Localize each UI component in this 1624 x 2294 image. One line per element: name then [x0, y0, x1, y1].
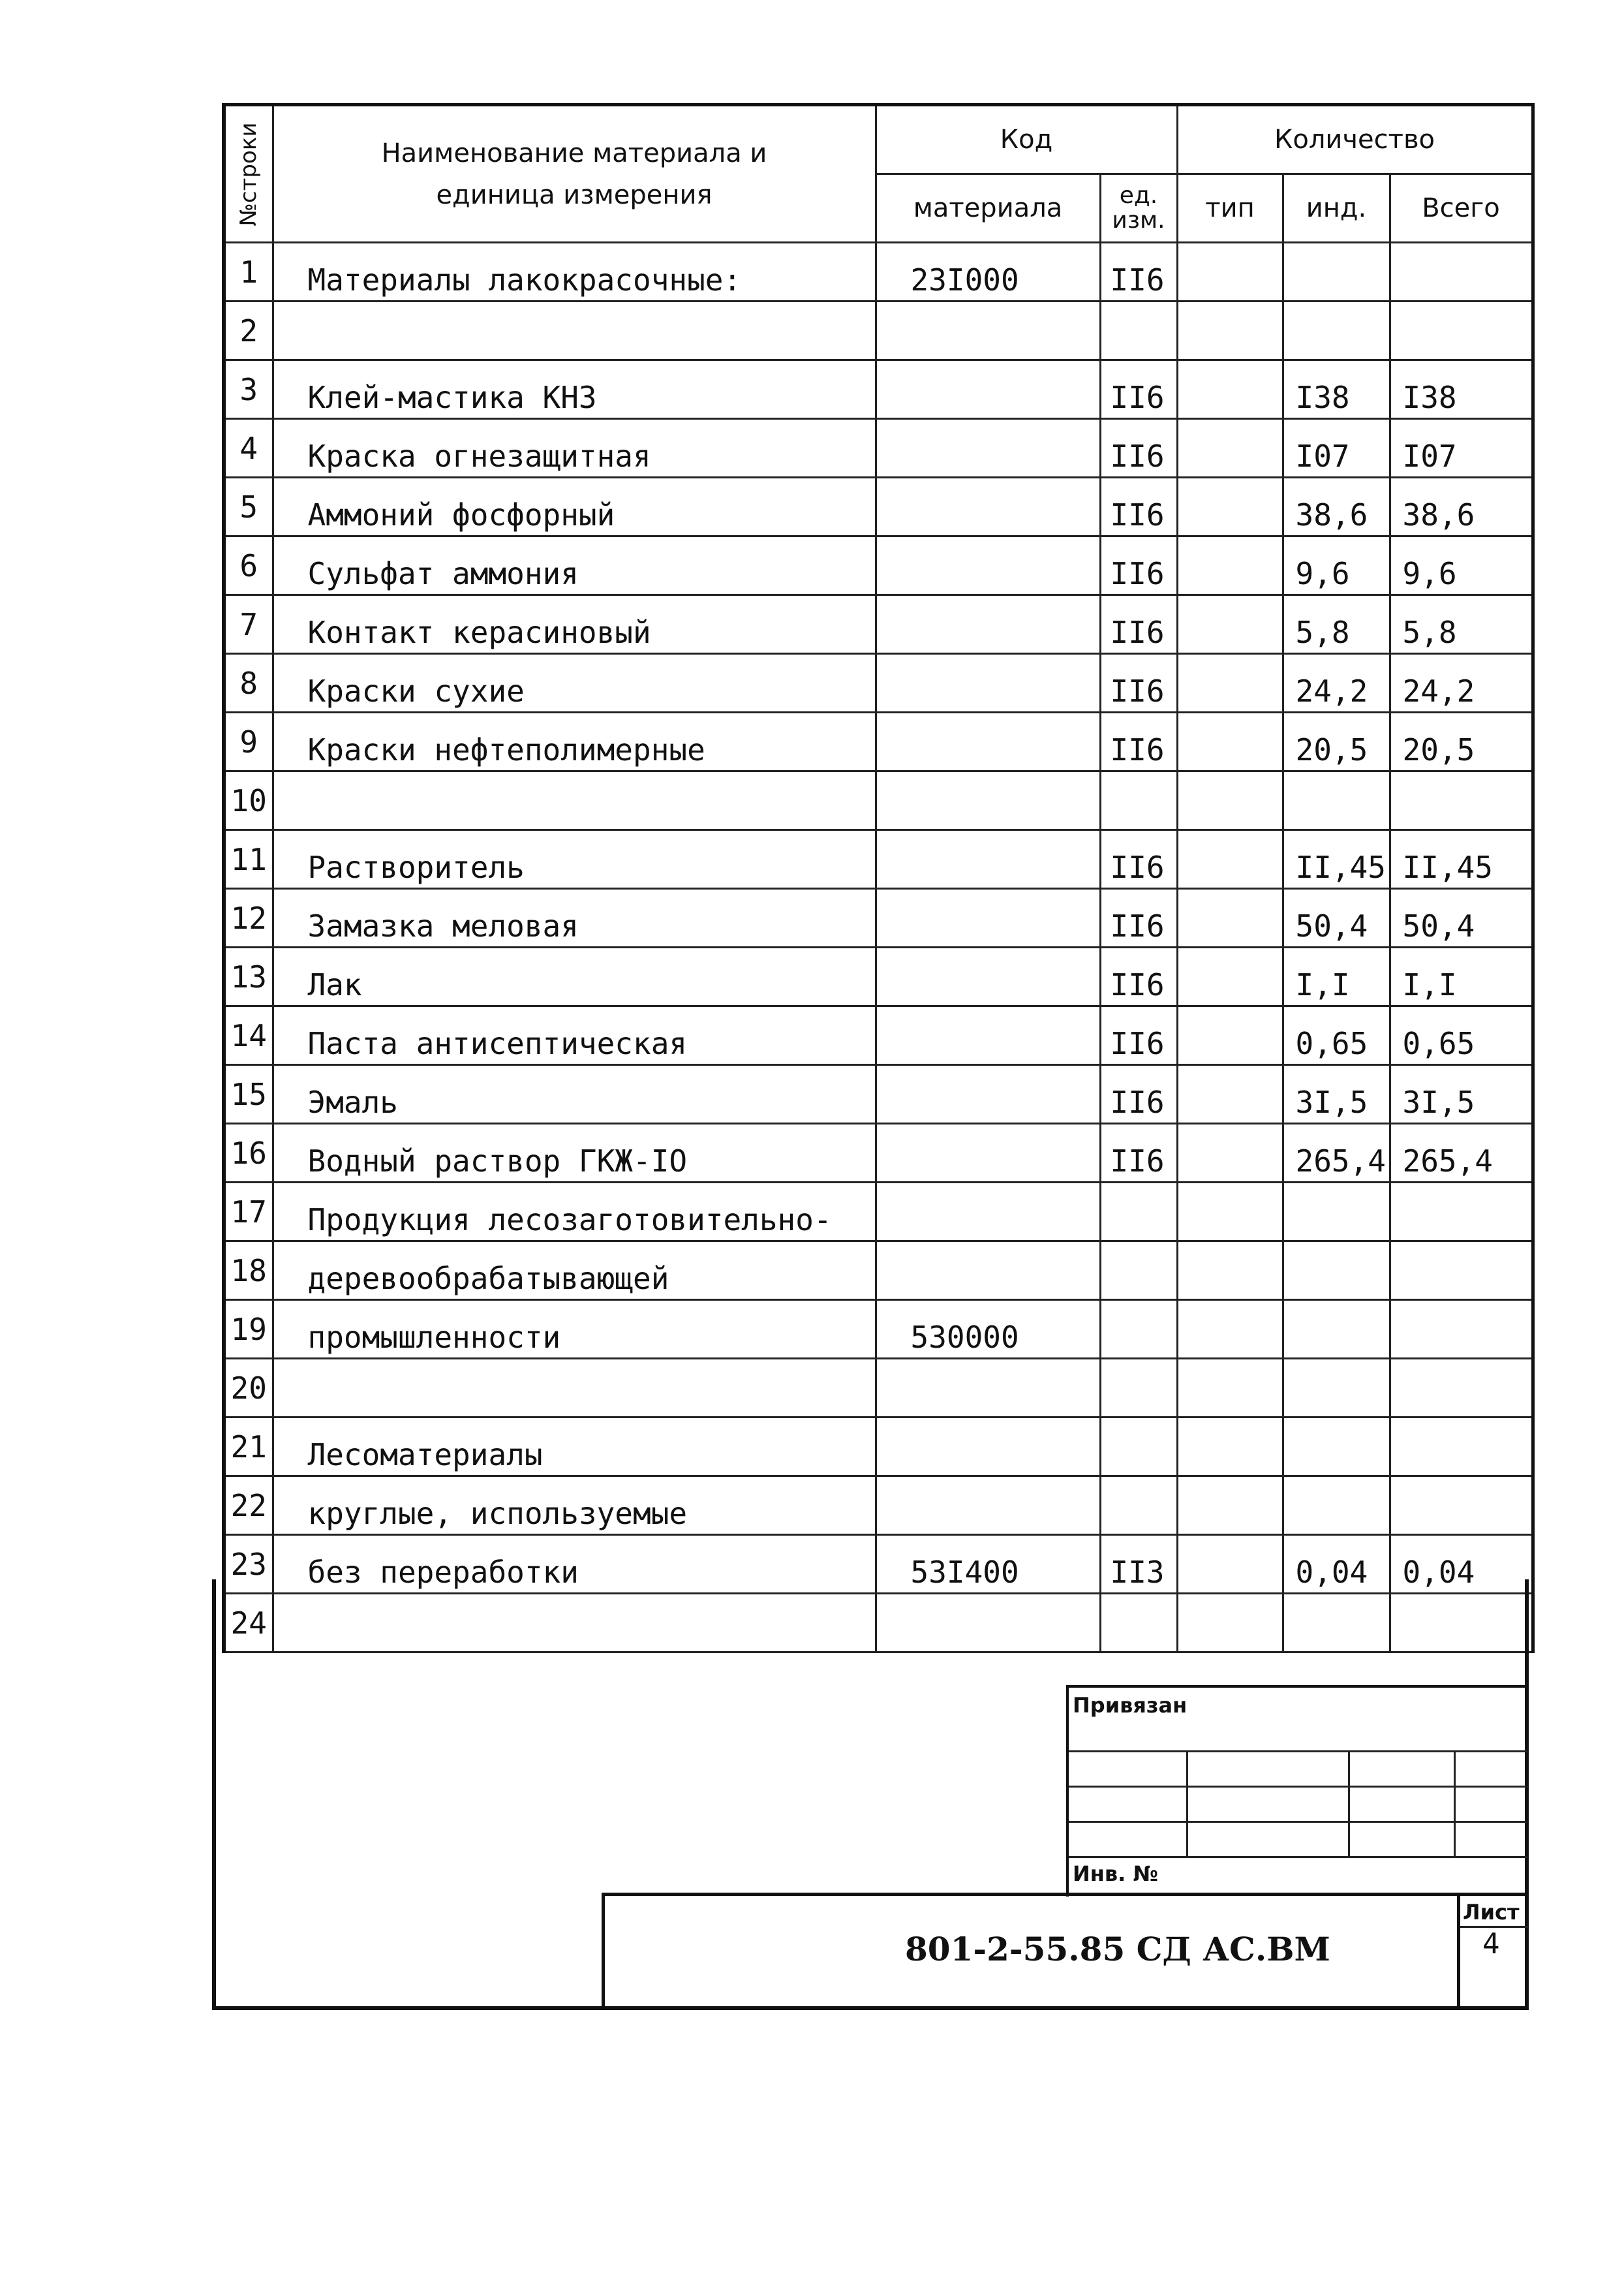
qty-total-cell: 20,5 — [1390, 713, 1533, 771]
row-number-cell: 7 — [224, 595, 273, 654]
table-row — [224, 1065, 1533, 1124]
unit-code-cell: II6 — [1100, 478, 1177, 536]
qty-ind-cell — [1283, 243, 1390, 302]
header-code-material: материала — [876, 174, 1100, 243]
table-row — [224, 771, 1533, 830]
qty-type-cell — [1177, 1594, 1283, 1652]
material-code-cell — [876, 419, 1100, 478]
qty-total-cell: 38,6 — [1390, 478, 1533, 536]
material-code-cell — [876, 1476, 1100, 1535]
qty-ind-cell — [1283, 1359, 1390, 1418]
qty-total-cell — [1390, 1241, 1533, 1300]
header-qty-total: Всего — [1390, 174, 1533, 243]
material-name-cell: Клей-мастика КНЗ — [273, 360, 876, 419]
material-name-cell — [273, 771, 876, 830]
row-number-cell: 10 — [224, 771, 273, 830]
unit-code-cell: II6 — [1100, 536, 1177, 595]
qty-total-cell: 265,4 — [1390, 1124, 1533, 1183]
material-name-cell — [273, 302, 876, 360]
material-name-cell: Замазка меловая — [273, 889, 876, 948]
qty-type-cell — [1177, 1183, 1283, 1241]
unit-code-cell: II6 — [1100, 243, 1177, 302]
stamp-line — [1069, 1856, 1527, 1858]
header-quantity: Количество — [1177, 105, 1533, 174]
qty-ind-cell: I,I — [1283, 948, 1390, 1006]
material-name-cell: Растворитель — [273, 830, 876, 889]
qty-ind-cell: 50,4 — [1283, 889, 1390, 948]
table-row — [224, 478, 1533, 536]
qty-ind-cell: 9,6 — [1283, 536, 1390, 595]
material-code-cell — [876, 1183, 1100, 1241]
material-name-cell — [273, 1359, 876, 1418]
unit-code-cell — [1100, 302, 1177, 360]
unit-code-cell: II6 — [1100, 419, 1177, 478]
unit-code-cell — [1100, 1241, 1177, 1300]
table-body — [224, 243, 1533, 1652]
document-designation: 801-2-55.85 СД АС.ВМ — [905, 1930, 1330, 1968]
table-row — [224, 243, 1533, 302]
qty-total-cell: 5,8 — [1390, 595, 1533, 654]
qty-total-cell: 3I,5 — [1390, 1065, 1533, 1124]
qty-type-cell — [1177, 478, 1283, 536]
qty-ind-cell: 20,5 — [1283, 713, 1390, 771]
unit-code-cell: II6 — [1100, 830, 1177, 889]
qty-ind-cell: I07 — [1283, 419, 1390, 478]
row-number-cell: 22 — [224, 1476, 273, 1535]
material-name-cell: круглые, используемые — [273, 1476, 876, 1535]
row-number-cell: 5 — [224, 478, 273, 536]
material-code-cell — [876, 1065, 1100, 1124]
qty-total-cell — [1390, 1300, 1533, 1359]
table-row — [224, 948, 1533, 1006]
row-number-cell: 1 — [224, 243, 273, 302]
material-code-cell — [876, 889, 1100, 948]
unit-code-cell — [1100, 1594, 1177, 1652]
row-number-cell: 14 — [224, 1006, 273, 1065]
material-code-cell — [876, 948, 1100, 1006]
stamp-line — [1186, 1750, 1188, 1856]
material-name-cell: Аммоний фосфорный — [273, 478, 876, 536]
qty-type-cell — [1177, 595, 1283, 654]
unit-code-cell: II6 — [1100, 654, 1177, 713]
table-row — [224, 1124, 1533, 1183]
unit-code-cell — [1100, 1359, 1177, 1418]
table-row — [224, 1300, 1533, 1359]
qty-type-cell — [1177, 654, 1283, 713]
unit-code-cell: II6 — [1100, 1065, 1177, 1124]
stamp-line — [1069, 1750, 1527, 1752]
qty-total-cell — [1390, 1359, 1533, 1418]
unit-code-cell — [1100, 771, 1177, 830]
header-row-number: №строки — [224, 105, 273, 243]
unit-code-cell: II6 — [1100, 1124, 1177, 1183]
qty-total-cell: I,I — [1390, 948, 1533, 1006]
material-code-cell: 23I000 — [876, 243, 1100, 302]
table-row — [224, 302, 1533, 360]
sheet-number-box — [1457, 1896, 1528, 2006]
sheet-label: Лист — [1463, 1900, 1520, 1925]
material-code-cell — [876, 1418, 1100, 1476]
stamp-inventory-label: Инв. № — [1073, 1861, 1158, 1886]
material-name-cell: Материалы лакокрасочные: — [273, 243, 876, 302]
material-name-cell: деревообрабатывающей — [273, 1241, 876, 1300]
qty-type-cell — [1177, 1124, 1283, 1183]
qty-type-cell — [1177, 771, 1283, 830]
qty-type-cell — [1177, 243, 1283, 302]
qty-ind-cell: 0,04 — [1283, 1535, 1390, 1594]
qty-type-cell — [1177, 1535, 1283, 1594]
qty-ind-cell — [1283, 1183, 1390, 1241]
qty-ind-cell: I38 — [1283, 360, 1390, 419]
row-number-cell: 6 — [224, 536, 273, 595]
qty-ind-cell: 38,6 — [1283, 478, 1390, 536]
qty-total-cell — [1390, 243, 1533, 302]
table-row — [224, 713, 1533, 771]
qty-ind-cell — [1283, 302, 1390, 360]
qty-type-cell — [1177, 1300, 1283, 1359]
qty-total-cell: I07 — [1390, 419, 1533, 478]
qty-total-cell — [1390, 771, 1533, 830]
material-code-cell — [876, 1124, 1100, 1183]
material-code-cell — [876, 536, 1100, 595]
material-code-cell — [876, 478, 1100, 536]
material-name-cell: промышленности — [273, 1300, 876, 1359]
unit-code-cell — [1100, 1300, 1177, 1359]
material-name-cell: Продукция лесозаготовительно- — [273, 1183, 876, 1241]
qty-type-cell — [1177, 536, 1283, 595]
row-number-cell: 11 — [224, 830, 273, 889]
table-row — [224, 1359, 1533, 1418]
unit-code-cell — [1100, 1183, 1177, 1241]
header-qty-ind: инд. — [1283, 174, 1390, 243]
row-number-cell: 24 — [224, 1594, 273, 1652]
stamp-line — [1454, 1750, 1456, 1856]
row-number-cell: 23 — [224, 1535, 273, 1594]
table-row — [224, 889, 1533, 948]
qty-type-cell — [1177, 1476, 1283, 1535]
table-row — [224, 1594, 1533, 1652]
row-number-cell: 17 — [224, 1183, 273, 1241]
qty-total-cell — [1390, 302, 1533, 360]
qty-ind-cell — [1283, 1594, 1390, 1652]
row-number-cell: 16 — [224, 1124, 273, 1183]
row-number-cell: 19 — [224, 1300, 273, 1359]
qty-type-cell — [1177, 302, 1283, 360]
qty-total-cell: I38 — [1390, 360, 1533, 419]
table-row — [224, 1418, 1533, 1476]
material-code-cell — [876, 1241, 1100, 1300]
qty-type-cell — [1177, 889, 1283, 948]
qty-ind-cell — [1283, 1241, 1390, 1300]
qty-type-cell — [1177, 1359, 1283, 1418]
unit-code-cell: II6 — [1100, 713, 1177, 771]
table-row — [224, 654, 1533, 713]
qty-total-cell: 50,4 — [1390, 889, 1533, 948]
material-code-cell: 530000 — [876, 1300, 1100, 1359]
header-row-top — [224, 105, 1533, 174]
row-number-cell: 3 — [224, 360, 273, 419]
material-name-cell: Лак — [273, 948, 876, 1006]
title-block — [602, 1893, 1528, 2009]
material-code-cell — [876, 654, 1100, 713]
qty-total-cell — [1390, 1183, 1533, 1241]
header-material-name: Наименование материала и единица измерения — [273, 105, 876, 243]
material-code-cell — [876, 1594, 1100, 1652]
header-code-unit: ед. изм. — [1100, 174, 1177, 243]
unit-code-cell: II6 — [1100, 360, 1177, 419]
qty-total-cell: 24,2 — [1390, 654, 1533, 713]
qty-total-cell: 0,65 — [1390, 1006, 1533, 1065]
qty-type-cell — [1177, 360, 1283, 419]
qty-type-cell — [1177, 419, 1283, 478]
qty-total-cell — [1390, 1418, 1533, 1476]
row-number-cell: 20 — [224, 1359, 273, 1418]
qty-type-cell — [1177, 830, 1283, 889]
sheet-number: 4 — [1482, 1927, 1500, 1961]
row-number-cell: 18 — [224, 1241, 273, 1300]
header-qty-type: тип — [1177, 174, 1283, 243]
unit-code-cell: II6 — [1100, 948, 1177, 1006]
qty-ind-cell: 5,8 — [1283, 595, 1390, 654]
material-code-cell — [876, 771, 1100, 830]
qty-total-cell: 9,6 — [1390, 536, 1533, 595]
table-row — [224, 1006, 1533, 1065]
row-number-cell: 12 — [224, 889, 273, 948]
material-code-cell — [876, 302, 1100, 360]
material-code-cell — [876, 1359, 1100, 1418]
qty-type-cell — [1177, 713, 1283, 771]
header-code: Код — [876, 105, 1177, 174]
unit-code-cell — [1100, 1418, 1177, 1476]
material-name-cell — [273, 1594, 876, 1652]
table-row — [224, 536, 1533, 595]
stamp-bound-label: Привязан — [1073, 1693, 1187, 1718]
material-code-cell: 53I400 — [876, 1535, 1100, 1594]
binding-stamp — [1066, 1685, 1527, 1897]
qty-ind-cell: 3I,5 — [1283, 1065, 1390, 1124]
stamp-line — [1348, 1750, 1350, 1856]
unit-code-cell: II3 — [1100, 1535, 1177, 1594]
qty-ind-cell: 0,65 — [1283, 1006, 1390, 1065]
material-name-cell: Краска огнезащитная — [273, 419, 876, 478]
qty-total-cell: II,45 — [1390, 830, 1533, 889]
qty-ind-cell — [1283, 1418, 1390, 1476]
material-name-cell: Эмаль — [273, 1065, 876, 1124]
qty-total-cell — [1390, 1594, 1533, 1652]
material-name-cell: Краски нефтеполимерные — [273, 713, 876, 771]
table-row — [224, 1535, 1533, 1594]
qty-total-cell — [1390, 1476, 1533, 1535]
material-code-cell — [876, 1006, 1100, 1065]
unit-code-cell: II6 — [1100, 889, 1177, 948]
material-name-cell: Лесоматериалы — [273, 1418, 876, 1476]
stamp-line — [1069, 1821, 1527, 1823]
material-name-cell: Контакт керасиновый — [273, 595, 876, 654]
qty-ind-cell: 265,4 — [1283, 1124, 1390, 1183]
qty-ind-cell — [1283, 1476, 1390, 1535]
row-number-cell: 9 — [224, 713, 273, 771]
unit-code-cell: II6 — [1100, 595, 1177, 654]
row-number-cell: 13 — [224, 948, 273, 1006]
qty-ind-cell: II,45 — [1283, 830, 1390, 889]
row-number-cell: 15 — [224, 1065, 273, 1124]
material-code-cell — [876, 360, 1100, 419]
unit-code-cell: II6 — [1100, 1006, 1177, 1065]
material-name-cell: без переработки — [273, 1535, 876, 1594]
qty-type-cell — [1177, 948, 1283, 1006]
row-number-cell: 8 — [224, 654, 273, 713]
table-row — [224, 1241, 1533, 1300]
qty-ind-cell — [1283, 1300, 1390, 1359]
row-number-cell: 4 — [224, 419, 273, 478]
material-name-cell: Паста антисептическая — [273, 1006, 876, 1065]
table-row — [224, 1476, 1533, 1535]
row-number-cell: 21 — [224, 1418, 273, 1476]
stamp-line — [1069, 1786, 1527, 1788]
material-code-cell — [876, 595, 1100, 654]
material-name-cell: Сульфат аммония — [273, 536, 876, 595]
qty-type-cell — [1177, 1065, 1283, 1124]
frame-left-border — [212, 1579, 216, 2010]
material-code-cell — [876, 713, 1100, 771]
row-number-cell: 2 — [224, 302, 273, 360]
material-name-cell: Водный раствор ГКЖ-IO — [273, 1124, 876, 1183]
qty-type-cell — [1177, 1006, 1283, 1065]
material-code-cell — [876, 830, 1100, 889]
unit-code-cell — [1100, 1476, 1177, 1535]
qty-ind-cell — [1283, 771, 1390, 830]
qty-type-cell — [1177, 1418, 1283, 1476]
table-row — [224, 419, 1533, 478]
materials-table — [222, 103, 1535, 1653]
table-row — [224, 1183, 1533, 1241]
table-row — [224, 830, 1533, 889]
material-name-cell: Краски сухие — [273, 654, 876, 713]
table-row — [224, 360, 1533, 419]
qty-type-cell — [1177, 1241, 1283, 1300]
table-row — [224, 595, 1533, 654]
qty-ind-cell: 24,2 — [1283, 654, 1390, 713]
qty-total-cell: 0,04 — [1390, 1535, 1533, 1594]
